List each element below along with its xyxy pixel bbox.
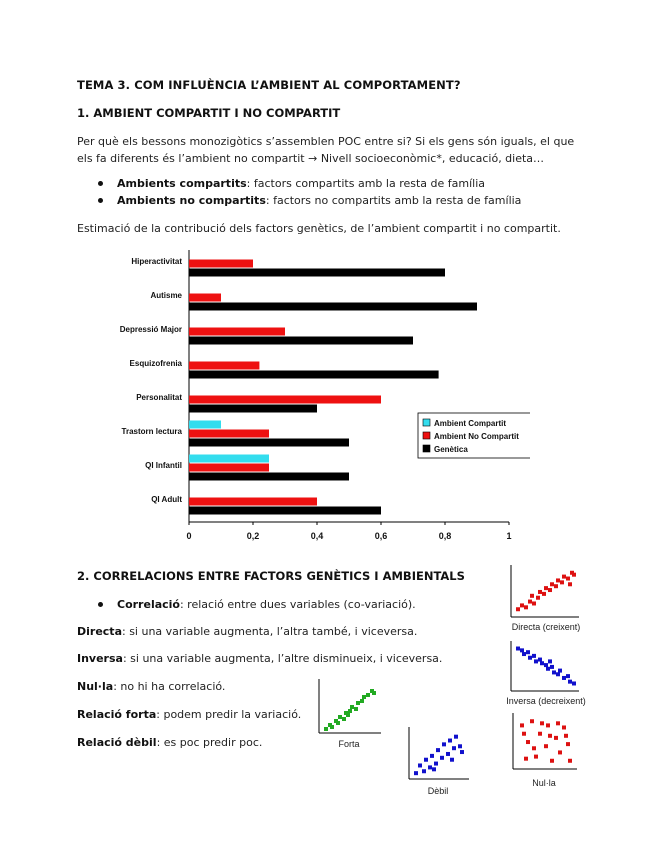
scatter-point xyxy=(546,723,550,727)
scatter-point xyxy=(568,582,572,586)
category-label: Depressió Major xyxy=(119,325,182,334)
scatter-point xyxy=(532,601,536,605)
bar-ambient-no-compartit xyxy=(189,362,259,370)
scatter-point xyxy=(558,750,562,754)
scatter-point xyxy=(566,742,570,746)
scatter-point xyxy=(342,717,346,721)
scatter-point xyxy=(566,674,570,678)
scatter-caption: Inversa (decreixent) xyxy=(506,696,586,706)
legend-label: Genètica xyxy=(434,445,468,454)
def-text: : podem predir la variació. xyxy=(156,708,302,721)
scatter-point xyxy=(526,740,530,744)
scatter-point xyxy=(414,771,418,775)
bullet-nonshared xyxy=(98,194,521,207)
scatter-point xyxy=(560,580,564,584)
x-tick-label: 1 xyxy=(506,531,512,541)
bar-ambient-no-compartit xyxy=(189,430,269,438)
def-text: : es poc predir poc. xyxy=(156,736,263,749)
category-label: QI Infantil xyxy=(145,461,182,470)
scatter-point xyxy=(454,735,458,739)
scatter-point xyxy=(536,596,540,600)
bar-ambient-no-compartit xyxy=(189,498,317,506)
scatter-point xyxy=(534,755,538,759)
scatter-point xyxy=(540,721,544,725)
bar-ambient-no-compartit xyxy=(189,396,381,404)
def-text: : si una variable augmenta, l’altre disminueix, i viceversa. xyxy=(122,652,443,665)
bar-gen-tica xyxy=(189,439,349,447)
def-null xyxy=(77,680,225,693)
legend-swatch xyxy=(423,419,430,426)
scatter-point xyxy=(428,765,432,769)
def-term: Relació forta xyxy=(77,708,157,721)
chart-caption: Estimació de la contribució dels factors genètics, de l’ambient compartit i no compartit. xyxy=(77,222,561,235)
bar-gen-tica xyxy=(189,371,439,379)
scatter-point xyxy=(448,739,452,743)
def-term: Inversa xyxy=(77,652,123,665)
bar-gen-tica xyxy=(189,473,349,481)
category-label: Personalitat xyxy=(136,393,182,402)
legend-swatch xyxy=(423,432,430,439)
def-text: : si una variable augmenta, l’altra també, i viceversa. xyxy=(122,625,418,638)
scatter-point xyxy=(360,699,364,703)
scatter-null xyxy=(510,712,578,772)
scatter-point xyxy=(546,667,550,671)
def-weak xyxy=(77,736,262,749)
bar-ambient-no-compartit xyxy=(189,328,285,336)
scatter-point xyxy=(526,650,530,654)
scatter-point xyxy=(458,744,462,748)
scatter-point xyxy=(436,748,440,752)
scatter-point xyxy=(348,709,352,713)
scatter-point xyxy=(450,758,454,762)
x-tick-label: 0 xyxy=(186,531,192,541)
legend-swatch xyxy=(423,445,430,452)
def-term: Nul·la xyxy=(77,680,114,693)
section1-heading: 1. AMBIENT COMPARTIT I NO COMPARTIT xyxy=(77,106,341,120)
def-strong xyxy=(77,708,301,721)
scatter-point xyxy=(544,744,548,748)
category-label: QI Adult xyxy=(151,495,182,504)
x-tick-label: 0,4 xyxy=(310,531,324,541)
bar-ambient-no-compartit xyxy=(189,294,221,302)
bar-ambient-no-compartit xyxy=(189,260,253,268)
scatter-point xyxy=(554,584,558,588)
scatter-caption: Nul·la xyxy=(532,778,556,788)
scatter-point xyxy=(572,573,576,577)
bar-ambient-no-compartit xyxy=(189,464,269,472)
scatter-weak xyxy=(406,726,470,782)
scatter-point xyxy=(532,746,536,750)
bullet-dot xyxy=(98,181,103,186)
bar-gen-tica xyxy=(189,507,381,515)
scatter-point xyxy=(568,680,572,684)
scatter-point xyxy=(552,670,556,674)
scatter-point xyxy=(556,672,560,676)
scatter-point xyxy=(568,759,572,763)
scatter-strong xyxy=(316,678,382,736)
category-label: Autisme xyxy=(150,291,182,300)
category-label: Trastorn lectura xyxy=(121,427,182,436)
legend-label: Ambient Compartit xyxy=(434,419,506,428)
scatter-point xyxy=(528,600,532,604)
scatter-point xyxy=(442,742,446,746)
scatter-point xyxy=(346,713,350,717)
scatter-point xyxy=(554,736,558,740)
scatter-point xyxy=(556,578,560,582)
scatter-point xyxy=(350,705,354,709)
x-tick-label: 0,6 xyxy=(374,531,388,541)
bar-gen-tica xyxy=(189,337,413,345)
bullet-text: : factors no compartits amb la resta de família xyxy=(265,194,522,207)
scatter-point xyxy=(538,590,542,594)
scatter-point xyxy=(542,592,546,596)
scatter-point xyxy=(528,656,532,660)
scatter-point xyxy=(330,725,334,729)
scatter-point xyxy=(520,603,524,607)
intro-line-1: Per què els bessons monozigòtics s’assemblen POC entre si? Si els gens són iguals, el que xyxy=(77,135,575,148)
scatter-point xyxy=(550,582,554,586)
scatter-point xyxy=(562,575,566,579)
scatter-point xyxy=(424,758,428,762)
scatter-point xyxy=(354,707,358,711)
section1-intro xyxy=(77,133,597,167)
scatter-point xyxy=(446,752,450,756)
scatter-point xyxy=(338,715,342,719)
scatter-point xyxy=(530,719,534,723)
scatter-inverse xyxy=(508,640,580,694)
bullet-dot xyxy=(98,198,103,203)
x-tick-label: 0,2 xyxy=(246,531,260,541)
scatter-point xyxy=(550,665,554,669)
bar-gen-tica xyxy=(189,303,477,311)
scatter-point xyxy=(372,691,376,695)
scatter-caption: Directa (creixent) xyxy=(511,622,581,632)
scatter-point xyxy=(336,721,340,725)
scatter-point xyxy=(324,727,328,731)
scatter-point xyxy=(538,732,542,736)
def-term: Relació dèbil xyxy=(77,736,157,749)
scatter-point xyxy=(572,681,576,685)
bullet-text: : factors compartits amb la resta de família xyxy=(246,177,486,190)
scatter-point xyxy=(548,659,552,663)
scatter-point xyxy=(452,746,456,750)
scatter-point xyxy=(362,695,366,699)
bullet-correlation xyxy=(98,598,416,611)
scatter-point xyxy=(516,647,520,651)
bullet-term: Correlació xyxy=(117,598,180,611)
scatter-point xyxy=(422,769,426,773)
bullet-dot xyxy=(98,602,103,607)
scatter-point xyxy=(558,669,562,673)
def-direct xyxy=(77,625,417,638)
scatter-point xyxy=(524,757,528,761)
category-label: Esquizofrenia xyxy=(129,359,182,368)
scatter-point xyxy=(356,701,360,705)
bar-ambient-compartit xyxy=(189,421,221,429)
scatter-point xyxy=(516,607,520,611)
scatter-point xyxy=(566,577,570,581)
def-text: : no hi ha correlació. xyxy=(113,680,226,693)
bullet-term: Ambients compartits xyxy=(117,177,247,190)
scatter-point xyxy=(418,763,422,767)
scatter-point xyxy=(460,750,464,754)
scatter-point xyxy=(532,654,536,658)
category-label: Hiperactivitat xyxy=(131,257,182,266)
bullet-shared xyxy=(98,177,485,190)
bar-gen-tica xyxy=(189,269,445,277)
scatter-point xyxy=(434,762,438,766)
scatter-point xyxy=(544,586,548,590)
scatter-point xyxy=(432,767,436,771)
scatter-point xyxy=(538,658,542,662)
legend-label: Ambient No Compartit xyxy=(434,432,519,441)
scatter-point xyxy=(544,663,548,667)
scatter-point xyxy=(548,588,552,592)
section2-heading: 2. CORRELACIONS ENTRE FACTORS GENÈTICS I AMBIENTALS xyxy=(77,569,465,583)
scatter-direct xyxy=(508,564,580,620)
bullet-text: : relació entre dues variables (co-variació). xyxy=(179,598,416,611)
intro-line-2: els fa diferents és l’ambient no compartit → Nivell socioeconòmic*, educació, dieta… xyxy=(77,152,545,165)
scatter-point xyxy=(430,754,434,758)
scatter-point xyxy=(522,652,526,656)
page-title: TEMA 3. COM INFLUÈNCIA L’AMBIENT AL COMPORTAMENT? xyxy=(77,78,461,92)
scatter-point xyxy=(520,723,524,727)
x-tick-label: 0,8 xyxy=(438,531,452,541)
scatter-point xyxy=(548,734,552,738)
bar-ambient-compartit xyxy=(189,455,269,463)
scatter-point xyxy=(556,721,560,725)
scatter-point xyxy=(520,648,524,652)
def-inverse xyxy=(77,652,442,665)
scatter-point xyxy=(540,661,544,665)
scatter-point xyxy=(564,734,568,738)
scatter-point xyxy=(366,693,370,697)
scatter-point xyxy=(562,676,566,680)
scatter-point xyxy=(530,594,534,598)
bar-chart xyxy=(100,248,530,548)
bullet-term: Ambients no compartits xyxy=(117,194,266,207)
scatter-point xyxy=(524,605,528,609)
scatter-point xyxy=(522,732,526,736)
scatter-point xyxy=(440,756,444,760)
scatter-point xyxy=(534,659,538,663)
scatter-caption: Forta xyxy=(338,739,360,749)
bar-gen-tica xyxy=(189,405,317,413)
scatter-point xyxy=(562,725,566,729)
def-term: Directa xyxy=(77,625,122,638)
scatter-point xyxy=(550,759,554,763)
scatter-caption: Dèbil xyxy=(427,786,449,796)
